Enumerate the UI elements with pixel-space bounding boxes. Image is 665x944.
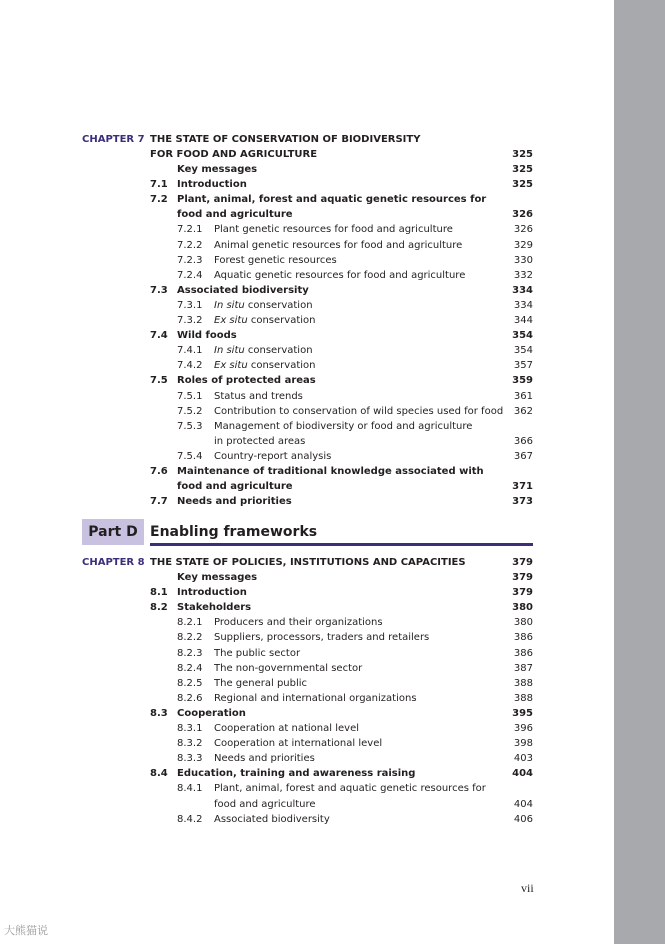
toc-entry [0, 585, 665, 600]
toc-entry-number: 7.5 [150, 375, 168, 387]
toc-entry-number: 7.2 [150, 194, 168, 206]
toc-entry [0, 494, 665, 509]
toc-entry-title [214, 615, 383, 630]
toc-entry-page: 403 [513, 753, 533, 765]
toc-entry-title-text: Forest genetic resources [214, 254, 337, 266]
toc-entry-number: 8.2.2 [177, 632, 203, 644]
toc-entry-title-text: Key messages [177, 572, 258, 583]
toc-entry-title-text: Management of biodiversity or food and agriculture [214, 420, 473, 432]
toc-entry [0, 404, 665, 419]
toc-entry-number: 8.2.3 [177, 647, 203, 659]
toc-entry [0, 615, 665, 630]
toc-entry [0, 570, 665, 585]
toc-entry-title [177, 464, 484, 479]
toc-entry-title-text: Contribution to conservation of wild species used for food [214, 405, 504, 417]
toc-entry-title [214, 343, 313, 358]
toc-entry-page: 380 [512, 602, 533, 614]
toc-entry [0, 464, 665, 479]
toc-entry-number: 7.5.2 [177, 405, 203, 417]
toc-entry-title-italic: In situ [214, 345, 245, 357]
toc-entry-page: 361 [513, 390, 533, 402]
toc-entry-title [214, 358, 315, 373]
toc-entry-title-text: Status and trends [214, 390, 303, 402]
toc-entry-number: 8.3.3 [177, 753, 203, 765]
toc-entry-title [177, 192, 486, 207]
toc-entry-title-text: The non-governmental sector [214, 662, 363, 674]
toc-entry-title [177, 162, 257, 177]
toc-entry-number: 8.2.6 [177, 692, 203, 704]
toc-entry [0, 691, 665, 706]
toc-entry-page: 334 [512, 284, 533, 296]
toc-entry-title [177, 494, 292, 509]
toc-entry-title [177, 373, 316, 388]
toc-entry-number: 7.5.3 [177, 420, 203, 432]
chapter-7-title-line1: THE STATE OF CONSERVATION OF BIODIVERSITY [150, 134, 421, 145]
toc-entry-title [177, 479, 293, 494]
toc-entry [0, 222, 665, 237]
toc-entry-number: 8.2.5 [177, 677, 203, 689]
toc-entry-title [214, 222, 453, 237]
toc-entry [0, 812, 665, 827]
toc-entry-title-text: Wild foods [177, 330, 237, 342]
toc-entry-title-text: Suppliers, processors, traders and retailers [214, 632, 430, 644]
toc-entry-page: 326 [513, 224, 533, 236]
toc-entry-title [214, 751, 315, 766]
toc-entry-number: 8.3.2 [177, 738, 203, 750]
toc-entry-title [214, 268, 465, 283]
toc-entry-page: 326 [512, 209, 533, 221]
toc-entry-title [214, 238, 462, 253]
toc-entry-number: 7.3.2 [177, 315, 203, 326]
toc-entry-title-text: Plant, animal, forest and aquatic genetic resources for [214, 783, 486, 795]
toc-entry-page: 386 [513, 647, 533, 659]
toc-entry-title-text: Roles of protected areas [177, 375, 316, 387]
toc-entry-title-text: The general public [214, 677, 308, 689]
chapter-7-label: CHAPTER 7 [82, 134, 145, 145]
toc-entry-number: 8.3.1 [177, 723, 203, 734]
toc-entry-title [177, 706, 246, 721]
toc-entry [0, 238, 665, 253]
toc-entry-title [214, 721, 359, 736]
toc-entry [0, 736, 665, 751]
toc-entry-title [214, 313, 315, 328]
toc-entry-page: 359 [512, 375, 533, 387]
toc-entry-title [214, 298, 313, 313]
toc-entry-page: 366 [513, 435, 533, 447]
toc-entry [0, 449, 665, 464]
toc-entry [0, 766, 665, 781]
toc-entry-page: 371 [512, 481, 533, 493]
toc-entry-title-text: Plant genetic resources for food and agriculture [214, 224, 453, 236]
toc-entry-page: 367 [513, 450, 533, 462]
toc-entry-number: 7.3.1 [177, 299, 203, 311]
chapter-8-label: CHAPTER 8 [82, 557, 145, 568]
toc-entry [0, 676, 665, 691]
toc-entry-number: 8.1 [150, 587, 168, 599]
toc-entry-title-text: conservation [247, 360, 316, 372]
toc-entry-title [214, 812, 330, 827]
toc-entry [0, 781, 665, 796]
toc-entry-title-text: Education, training and awareness raising [177, 768, 416, 780]
toc-entry [0, 661, 665, 676]
toc-entry-title-text: food and agriculture [177, 481, 293, 493]
toc-entry [0, 630, 665, 645]
part-divider-rule [150, 543, 533, 546]
toc-entry-number: 7.2.3 [177, 254, 203, 266]
toc-entry-number: 7.2.2 [177, 239, 203, 251]
toc-entry-title-text: in protected areas [214, 435, 306, 447]
toc-entry-page: 398 [513, 738, 533, 750]
toc-entry-page: 388 [513, 692, 533, 704]
toc-entry-title [177, 570, 257, 585]
toc-entry-title [177, 585, 247, 600]
toc-entry [0, 192, 665, 207]
toc-entry-page: 330 [513, 254, 533, 266]
toc-entry-page: 379 [512, 572, 533, 583]
toc-entry-page: 373 [512, 496, 533, 508]
toc-entry [0, 706, 665, 721]
toc-entry-title-text: Aquatic genetic resources for food and agriculture [214, 269, 466, 281]
toc-entry-title-text: conservation [244, 345, 313, 357]
toc-entry-page: 380 [513, 617, 533, 629]
toc-entry-title-italic: Ex situ [214, 360, 248, 372]
toc-entry-number: 8.2.1 [177, 617, 203, 629]
toc-entry-page: 387 [513, 662, 533, 674]
toc-entry-title-text: conservation [244, 299, 313, 311]
toc-entry-title [214, 253, 337, 268]
toc-entry-title-text: food and agriculture [214, 798, 316, 810]
toc-entry-number: 8.2.4 [177, 662, 203, 674]
toc-entry-page: 354 [513, 345, 533, 357]
toc-entry-page: 332 [513, 269, 533, 281]
toc-entry-title-text: Associated biodiversity [214, 813, 330, 825]
toc-entry-title-text: Country-report analysis [214, 450, 332, 462]
toc-entry-page: 395 [512, 707, 533, 719]
toc-entry-number: 7.6 [150, 466, 168, 477]
toc-entry-number: 7.3 [150, 284, 168, 296]
part-label: Part D [88, 524, 138, 540]
toc-entry [0, 600, 665, 615]
toc-entry-title-text: Needs and priorities [177, 496, 292, 508]
toc-entry [0, 479, 665, 494]
toc-entry-page: 379 [512, 587, 533, 599]
toc-entry [0, 434, 665, 449]
toc-entry [0, 177, 665, 192]
chapter-8-title: THE STATE OF POLICIES, INSTITUTIONS AND CAPACITIES [150, 557, 466, 568]
toc-entry-page: 334 [513, 299, 533, 311]
toc-entry-title [214, 781, 486, 796]
toc-entry-page: 362 [513, 405, 533, 417]
chapter-7-page: 325 [512, 149, 533, 160]
toc-entry [0, 646, 665, 661]
toc-entry [0, 207, 665, 222]
toc-entry-title-text: The public sector [214, 647, 301, 659]
toc-entry-title-text: Needs and priorities [214, 753, 315, 765]
toc-entry-number: 7.5.4 [177, 450, 203, 462]
toc-entry-title [177, 600, 251, 615]
toc-entry-title [214, 389, 303, 404]
toc-entry-title [177, 766, 415, 781]
toc-entry [0, 389, 665, 404]
toc-entry-page: 325 [512, 164, 533, 175]
toc-entry-page: 357 [513, 360, 533, 372]
toc-entry-title-text: Producers and their organizations [214, 617, 383, 629]
toc-entry [0, 721, 665, 736]
toc-entry-page: 388 [513, 677, 533, 689]
toc-entry-number: 7.4.1 [177, 345, 203, 357]
toc-entry-number: 7.2.4 [177, 269, 203, 281]
toc-entry-page: 404 [513, 798, 533, 810]
toc-entry [0, 419, 665, 434]
toc-entry-title [214, 676, 307, 691]
toc-entry-title [214, 404, 503, 419]
page-number: vii [521, 881, 534, 895]
toc-entry-title-text: Cooperation at national level [214, 723, 360, 734]
toc-entry-page: 404 [512, 768, 533, 780]
toc-entry-page: 329 [513, 239, 533, 251]
toc-entry-title-text: Cooperation at international level [214, 738, 383, 750]
toc-entry-number: 7.4 [150, 330, 168, 342]
toc-entry-number: 7.2.1 [177, 224, 203, 236]
toc-entry-number: 8.4 [150, 768, 168, 780]
toc-entry-title [214, 434, 305, 449]
toc-entry-title [214, 691, 417, 706]
toc-entry-title [177, 328, 237, 343]
toc-entry [0, 162, 665, 177]
toc-entry-number: 8.2 [150, 602, 168, 614]
toc-entry-title-text: Plant, animal, forest and aquatic genetic resources for [177, 194, 487, 206]
toc-entry-page: 344 [513, 315, 533, 326]
toc-entry-title-text: Introduction [177, 587, 247, 599]
toc-entry-title [214, 661, 362, 676]
toc-entry-number: 7.4.2 [177, 360, 203, 372]
toc-entry-title [214, 736, 382, 751]
toc-entry-title-text: Introduction [177, 179, 247, 191]
chapter-8-page: 379 [512, 557, 533, 568]
toc-entry [0, 283, 665, 298]
toc-entry [0, 797, 665, 812]
toc-entry [0, 343, 665, 358]
toc-entry-number: 8.4.2 [177, 813, 203, 825]
toc-entry-page: 354 [512, 330, 533, 342]
toc-entry [0, 751, 665, 766]
toc-entry-page: 386 [513, 632, 533, 644]
toc-entry-page: 396 [513, 723, 533, 734]
toc-entry-title-text: Regional and international organizations [214, 692, 417, 704]
chapter-7-title-line2: FOR FOOD AND AGRICULTURE [150, 149, 318, 160]
toc-entry [0, 253, 665, 268]
toc-entry-title [214, 449, 331, 464]
toc-entry-number: 7.5.1 [177, 390, 203, 402]
toc-entry [0, 358, 665, 373]
toc-entry-number: 7.1 [150, 179, 168, 191]
toc-entry [0, 298, 665, 313]
toc-entry-title [177, 283, 309, 298]
toc-entry-title [177, 177, 247, 192]
toc-entry-title-italic: In situ [214, 299, 245, 311]
toc-entry-title [214, 646, 300, 661]
toc-entry-title-text: Key messages [177, 164, 258, 175]
toc-entry-title [177, 207, 293, 222]
watermark: 大熊猫说 [4, 924, 48, 937]
toc-entry-title-text: food and agriculture [177, 209, 293, 221]
toc-entry-title [214, 797, 316, 812]
toc-entry [0, 313, 665, 328]
toc-entry [0, 328, 665, 343]
part-title: Enabling frameworks [150, 524, 318, 540]
toc-entry-title [214, 630, 429, 645]
toc-entry-title-text: Stakeholders [177, 602, 252, 614]
toc-entry [0, 373, 665, 388]
toc-entry-number: 8.3 [150, 707, 168, 719]
toc-entry-number: 8.4.1 [177, 783, 203, 795]
toc-entry [0, 268, 665, 283]
toc-entry-title [214, 419, 472, 434]
toc-entry-title-text: Associated biodiversity [177, 284, 309, 296]
toc-entry-title-text: Animal genetic resources for food and agriculture [214, 239, 463, 251]
toc-entry-title-text: conservation [247, 315, 316, 326]
toc-entry-number: 7.7 [150, 496, 168, 508]
toc-entry-page: 325 [512, 179, 533, 191]
toc-entry-title-italic: Ex situ [214, 315, 248, 326]
toc-entry-title-text: Maintenance of traditional knowledge associated with [177, 466, 484, 477]
toc-entry-page: 406 [513, 813, 533, 825]
toc-entry-title-text: Cooperation [177, 707, 246, 719]
